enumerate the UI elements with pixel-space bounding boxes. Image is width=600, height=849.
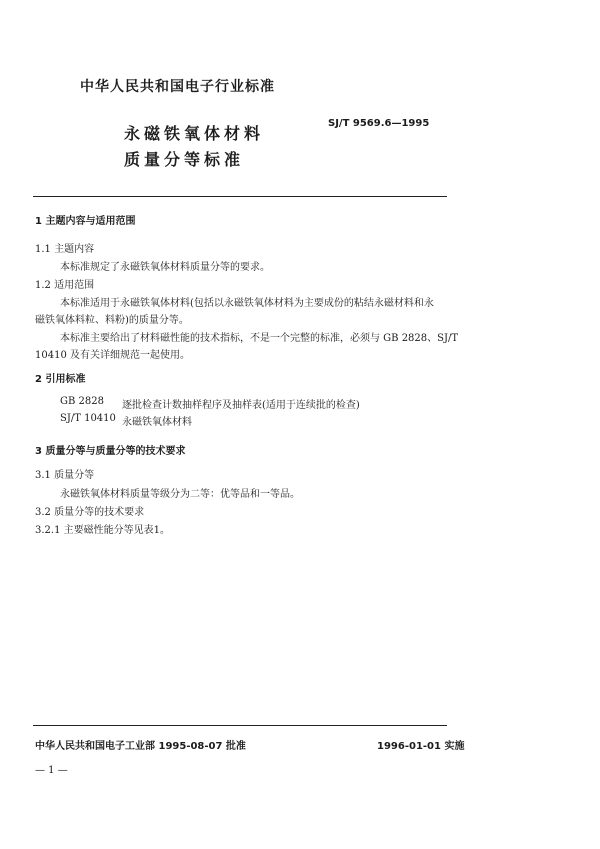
subsection-3-1-heading: 3.1 质量分等 [35, 470, 95, 481]
subsection-1-1-heading: 1.1 主题内容 [35, 244, 95, 255]
subsection-3-2-heading: 3.2 质量分等的技术要求 [35, 507, 145, 518]
subsection-1-2-heading: 1.2 适用范围 [35, 280, 95, 291]
section-2-heading: 2 引用标准 [35, 374, 86, 385]
document-title-line2: 质量分等标准 [124, 150, 245, 169]
subsection-1-1-text: 本标准规定了永磁铁氧体材料质量分等的要求。 [60, 262, 270, 273]
document-title-line1: 永磁铁氧体材料 [124, 124, 265, 143]
header-divider [33, 196, 447, 197]
reference-code: GB 2828 [60, 396, 104, 407]
clause-3-2-1-text: 3.2.1 主要磁性能分等见表1。 [35, 525, 170, 536]
reference-code: SJ/T 10410 [60, 413, 116, 424]
usage-paragraph-line1: 本标准主要给出了材料磁性能的技术指标，不是一个完整的标准，必须与 GB 2828、SJ/T [60, 333, 459, 344]
footer-divider [33, 725, 447, 726]
section-1-heading: 1 主题内容与适用范围 [35, 216, 136, 227]
scope-paragraph-line1: 本标准适用于永磁铁氧体材料(包括以永磁铁氧体材料为主要成份的粘结永磁材料和永 [60, 298, 434, 309]
reference-title: 逐批检查计数抽样程序及抽样表(适用于连续批的检查) [122, 400, 360, 411]
page-number: — 1 — [35, 765, 68, 776]
reference-title: 永磁铁氧体材料 [122, 417, 192, 428]
implementation-date: 1996-01-01 实施 [377, 741, 465, 752]
approval-line: 中华人民共和国电子工业部 1995-08-07 批准 [35, 741, 246, 752]
scope-paragraph-line2: 磁铁氧体料粒、料粉)的质量分等。 [35, 315, 189, 326]
subsection-3-1-text: 永磁铁氧体材料质量等级分为二等：优等品和一等品。 [60, 489, 300, 500]
issuing-authority: 中华人民共和国电子行业标准 [80, 79, 275, 95]
section-3-heading: 3 质量分等与质量分等的技术要求 [35, 446, 186, 457]
standard-number: SJ/T 9569.6—1995 [328, 118, 430, 129]
usage-paragraph-line2: 10410 及有关详细规范一起使用。 [35, 350, 190, 361]
